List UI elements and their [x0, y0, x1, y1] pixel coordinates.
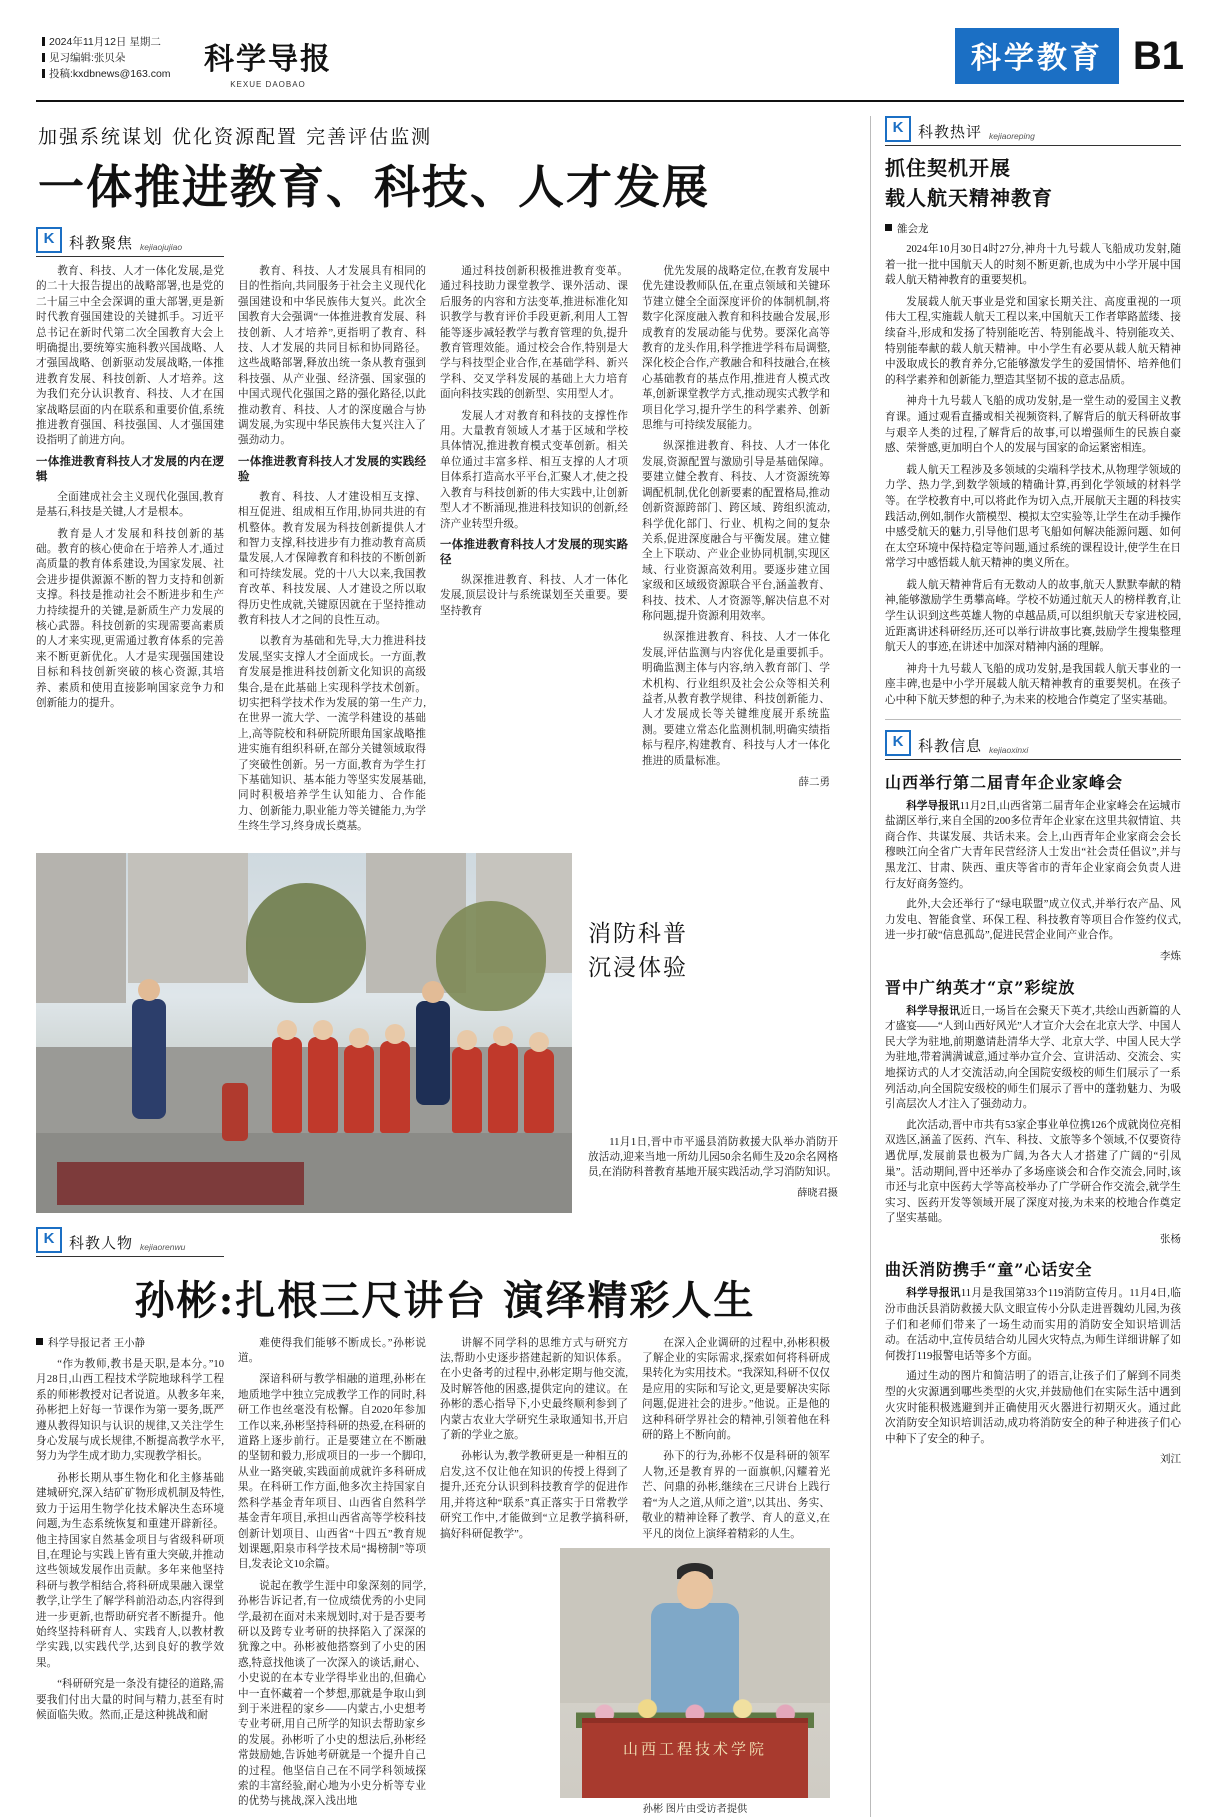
news-sign: 李炼: [1160, 950, 1181, 962]
paragraph-text: 近日,一场旨在会聚天下英才,共绘山西新篇的人才盛宴——“人到山西好风光”人才宣介大会在北京大学、中国人民大学为驻地,前期邀请赴清华大学、北京大学、中国人民大学为驻地,带着满满诚意,通过举办宣介会、宣讲活动、交流会、实地探访式的人才交流活动,向全国院安级校的师生们展示了一系列活动,向全国院安级校的师生们展示了晋中的蓬勃魅力、为吸引高层次人才注入了强劲动力。: [885, 1005, 1182, 1111]
paragraph: 优先发展的战略定位,在教育发展中优先建设教师队伍,在重点领域和关键环节建立健全全面深度评价的体制机制,将数字化深度融入教育和科技融合发展,形成教育的发展动能与优势。要深化高等教育的龙头作用,科学推进学科布局调整,深化校企合作,产教融合和科技融合,在核心基础教育的基点作用,推进育人模式改革,创新课堂教学方式,推动现实式教学和项目化学习,提升学生的科学素养、创新思维与可持续发展能力。: [642, 266, 830, 432]
paragraph: 全面建成社会主义现代化强国,教育是基石,科技是关键,人才是根本。: [36, 491, 224, 519]
paragraph-text: 11月2日,山西省第二届青年企业家峰会在运城市盐湖区举行,来自全国的200多位青年企业家在这里共叙情谊、共商合作、共谋发展、共话未来。会上,山西青年企业家商会会长穆映江向全省广大青年民营经济人士发出“社会责任倡议”,并与黑龙江、甘肃、陕西、重庆等省市的青年企业家商会负责人进行友好商务签约。: [885, 800, 1181, 890]
photo-caption-body: [588, 1135, 838, 1202]
paragraph: 通过生动的图片和简洁明了的语言,让孩子们了解到不同类型的火灾源遇到哪些类型的火灾,并鼓励他们在实际生活中遇到火灾时能积极逃避到并正确使用灭火器进行初期灭火。通过此次消防安全知识培训活动,成功将消防安全的种子种进孩子们心中种下了安全的种子。: [885, 1371, 1181, 1445]
news-sign: 张杨: [1160, 1233, 1181, 1245]
k-logo-icon: K: [885, 116, 911, 142]
photo-caption-title: [588, 917, 838, 985]
lead-col-2: [238, 264, 426, 841]
podium-text: 山西工程技术学院: [622, 1740, 767, 1759]
masthead-meta: [42, 34, 171, 82]
paragraph: 教育、科技、人才发展具有相同的目的性指向,共同服务于社会主义现代化强国建设和中华民族伟大复兴。此次全国教育大会强调“一体推进教育发展、科技创新、人才培养”,更指明了教育、科技、人才发展的共同目标和协同路径。这些战略部署,释放出统一条从教育强到科技强、从产业强、经济强、国家强的中国式现代化强国之路的强化路径,以此推动教育、科技、人才的深度融合与协调发展,为实现中华民族伟大复兴注入了强劲动力。: [238, 266, 426, 447]
person-photo: [560, 1548, 830, 1798]
column-label-xinxi: [885, 730, 1181, 760]
column-label-renwu: [36, 1227, 224, 1257]
reporter-line: [36, 1336, 224, 1351]
masthead: [36, 28, 1184, 102]
submission-email: 投稿:kxdbnews@163.com: [49, 68, 171, 80]
paragraph: “科研研究是一条没有捷径的道路,需要我们付出大量的时间与精力,甚至有时候面临失败。然而,正是这种挑战和耐: [36, 1679, 224, 1721]
paragraph: 纵深推进教育、科技、人才一体化发展,顶层设计与系统谋划至关重要。要坚持教育: [440, 574, 628, 617]
subhead: 一体推进教育科技人才发展的实践经验: [238, 455, 426, 484]
right-column: [870, 116, 1181, 1817]
hot-title: [885, 153, 1181, 213]
paragraph: 神舟十九号载人飞船的成功发射,是一堂生动的爱国主义教育课。通过观看直播或相关视频资料,了解背后的航天科研故事与艰辛人类的过程,了解背后的故事,可以增强师生的民族自豪感、荣誉感,更加明白个人的发展与国家的命运紧密相连。: [885, 396, 1181, 455]
news-title: 山西举行第二届青年企业家峰会: [885, 772, 1124, 792]
hot-author-line: [885, 221, 1181, 236]
paragraph: 教育是人才发展和科技创新的基础。教育的核心使命在于培养人才,通过高质量的教育体系建设,为国家发展、社会进步提供源源不断的智力支持和创新支撑。科技是推动社会不断进步和生产力持续提升的关键,是新质生产力发展的核心武器。科技创新的实现需要高素质的人才来实现,更需通过教育体系的完善来不断更新优化。人才是实现强国建设目标和科技创新突破的核心资源,其培养、素质和使用直接影响国家竞争力和创新能力的提升。: [36, 528, 224, 709]
building: [36, 853, 126, 1003]
caption-text: 11月1日,晋中市平遥县消防救援大队举办消防开放活动,迎来当地一所幼儿园50余名师生及20余名网格员,在消防科普教育基地开展实践活动,学习消防知识。: [588, 1136, 838, 1179]
firefighter: [132, 999, 166, 1119]
news-lead: 科学导报讯: [906, 800, 960, 812]
square-marker: [36, 1338, 43, 1345]
column-label-cn: 科教热评: [918, 125, 983, 141]
column-label-jujiao: [36, 227, 224, 257]
lead-shoulder: 加强系统谋划 优化资源配置 完善评估监测: [38, 126, 433, 148]
child: [452, 1047, 482, 1133]
paragraph: [885, 1286, 1181, 1364]
subhead: 一体推进教育科技人才发展的内在逻辑: [36, 455, 224, 484]
person-column-label-wrap: [36, 1227, 224, 1257]
person-article-columns: [36, 1336, 854, 1817]
paragraph: 以教育为基础和先导,大力推进科技发展,坚实支撑人才全面成长。一方面,教育发展是推进科技创新文化知识的高级集合,是在此基础上实现科学技术创新。切实把科学技术作为发展的第一生产力,在世界一流大学、一流学科建设的基础上,高等院校和科研院所眼角国家战略推进实施有组织科研,在部分关键领域取得了突破性创新。另一方面,教育为学生打下基础知识、基本能力等坚实发展基础,同时积极培养学生认知能力、合作能力、创新能力,职业能力等关键能力,为学生终生学习,终身成长奠基。: [238, 636, 426, 833]
masthead-right: [955, 28, 1184, 84]
paragraph: 深谙科研与教学相融的道理,孙彬在地质地学中独立完成教学工作的同时,科研工作也丝毫没有松懈。自2020年参加工作以来,孙彬坚持科研的热爱,在科研的道路上逐步前行。正是要建立在不断融的坚韧和毅力,形成项目的一步一个脚印,从业一路突破,实践面前成就许多科研成果。在科研工作方面,他多次主持国家自然科学基金青年项目、山西省自然科学基金青年项目,承担山西省高等学校科技创新计划项目、山西省“十四五”教育规划课题,阳泉市科学技术局“揭榜制”等项目,发表论文10余篇。: [238, 1374, 426, 1571]
paragraph: 在深入企业调研的过程中,孙彬积极了解企业的实际需求,探索如何将科研成果转化为实用技术。“我深知,科研不仅仅是应用的实际和写论文,更是要解决实际问题,促进社会的进步。”他说。正是他的这种科研学界社会的精神,引领着他在科研的路上不断向前。: [642, 1337, 830, 1442]
k-logo-icon: K: [885, 730, 911, 756]
caption-title-line2: 沉浸体验: [588, 954, 688, 981]
paragraph: 孙彬认为,教学教研更是一种相互的启发,这不仅让他在知识的传授上得到了提升,还充分认识到科技教育学的促进作用,并将这种“联系”真正落实于日常教学研究工作中,才能做到“立足教学搞科研,搞好科研促教学”。: [440, 1451, 628, 1540]
paragraph: 纵深推进教育、科技、人才一体化发展,评估监测与内容优化是重要抓手。明确监测主体与内容,纳入教育部门、学术机构、行业组织及社会公众等相关利益者,从教育教学规律、科技创新能力、人才发展成长等关键维度展开系统监测。要建立常态化监测机制,明确实绩指标与程序,构建教育、科技与人才一体化推进的质量标准。: [642, 632, 830, 767]
lead-col-1: [36, 264, 224, 841]
paragraph: 载人航天工程涉及多领域的尖端科学技术,从物理学领域的力学、热力学,到数学领域的精确计算,再到化学领域的材料学等。在学校教育中,可以将此作为切入点,开展航天主题的科技实践活动,例如,制作火箭模型、模拟太空实验等,让学生在动手操作中感受航天的魅力,引导他们思考飞船如何解决能源问题、如何在太空环境中保持稳定等问题,通过系统的课程设计,使学生在日常学习中感悟载人航天精神的奥义所在。: [885, 464, 1181, 570]
column-label-reping: [885, 116, 1181, 146]
news-lead: 科学导报讯: [906, 1288, 961, 1300]
person-col-2: [238, 1336, 426, 1817]
paragraph: “作为教师,教书是天职,是本分。”10月28日,山西工程技术学院地球科学工程系的师彬教授对记者说道。从教多年来,孙彬把上好每一节课作为第一要务,既严遵从教得知识与认识的规律,又关注学生身心发展与成长规律,不断提高教学水平,努力为学生成才助力,实现教学相长。: [36, 1359, 224, 1463]
news-body: [885, 799, 1181, 965]
caption-title-line1: 消防科普: [588, 920, 688, 947]
person-photo-caption: 孙彬 图片由受访者提供: [642, 1803, 748, 1815]
column-label-pinyin: kejiaoxinxi: [989, 744, 1029, 755]
paragraph: 发展人才对教育和科技的支撑性作用。大量教育领域人才基于区域和学校具体情况,推进教育模式变革创新。相关单位通过丰富多样、相互支撑的人才项目体系打造高水平平台,汇聚人才,使之投入教育与科技创新的伟大实践中,让创新型人才不断涌现,推进科技知识的创新,经济产业转型升级。: [440, 410, 628, 530]
section-badge: 科学教育: [955, 28, 1119, 84]
column-label-cn: 科教聚焦: [69, 236, 134, 252]
k-logo-icon: K: [36, 227, 62, 253]
bar-marker: [42, 69, 45, 78]
paragraph: 讲解不同学科的思维方式与研究方法,帮助小史逐步搭建起新的知识体系。在小史备考的过程中,孙彬定期与他交流,及时解答他的困惑,提供定向的建议。在孙彬的悉心指导下,小史最终顺利参到了内蒙古农业大学研究生录取通知书,开启了新的学业之旅。: [440, 1337, 628, 1442]
news-body: [885, 1286, 1181, 1468]
paragraph: 难使得我们能够不断成长。”孙彬说道。: [238, 1337, 426, 1365]
fire-extinguisher: [222, 1083, 248, 1141]
news-item: [885, 1257, 1181, 1468]
teacher: [416, 1001, 450, 1105]
news-title: 曲沃消防携手“童”心话安全: [885, 1260, 1093, 1280]
issue-date: 2024年11月12日 星期二: [49, 36, 161, 48]
news-body: [885, 1004, 1181, 1248]
child: [272, 1037, 302, 1133]
page-number: B1: [1132, 33, 1184, 78]
column-label-pinyin: kejiaojujiao: [140, 242, 183, 252]
paragraph: 说起在教学生涯中印象深刻的同学,孙彬告诉记者,有一位成绩优秀的小史同学,最初在面对未来规划时,对于是否要考研以及跨专业考研的抉择陷入了深深的犹豫之中。孙彬被他搭察到了小史的困惑,特意找他谈了一次深入的谈话,耐心、小史说的在本专业学得毕业出的,但确心中一直怀藏着一个梦想,那就是争取山到到于米进程的家乡——内蒙古,小史想考专业考研,用自己所学的知识去帮助家乡的发展。孙彬听了小史的想法后,孙彬经常鼓励她,告诉她考研就是一个提升自己的过程。他坚信自己在不同学科领域探索的丰富经验,耐心地为小史分析等专业的优势与挑战,深入浅出地: [238, 1580, 426, 1808]
page-body: [36, 116, 1184, 1817]
paragraph: 神舟十九号载人飞船的成功发射,是我国载人航天事业的一座丰碑,也是中小学开展载人航天精神教育的重要契机。在孩子心中种下航天梦想的种子,为未来的校地合作奠定了坚实基础。: [885, 663, 1181, 707]
hot-body: [885, 242, 1181, 709]
tree: [436, 901, 546, 1011]
lead-headline: 一体推进教育、科技、人才发展: [38, 160, 710, 214]
child: [524, 1049, 554, 1133]
paragraph: 载人航天精神背后有无数动人的故事,航天人默默奉献的精神,能够激励学生勇攀高峰。学校不妨通过航天人的榜样教育,让学生认识到这些英雄人物的卓越品质,可以组织航天专家进校园,近距离讲述科研经历,还可以举行讲故事比赛,鼓励学生搜集整理航天人的事迹,在讲述中加深对精神内涵的理解。: [885, 579, 1181, 654]
bar-marker: [42, 53, 45, 62]
paragraph: 发展载人航天事业是党和国家长期关注、高度重视的一项伟大工程,实施载人航天工程以来,中国航天工作者筚路蓝缕、接续奋斗,形成和发扬了特别能吃苦、特别能战斗、特别能攻关、特别能奉献的载人航天精神。中小学生有必要从载人航天精神中汲取成长的教育养分,它能够激发学生的爱国情怀、培养他们的科学素养和创新能力,塑造其坚韧不拔的意志品质。: [885, 296, 1181, 386]
news-item: [885, 975, 1181, 1248]
podium: [582, 1718, 809, 1798]
divider: [885, 719, 1181, 720]
column-label-pinyin: kejiaoreping: [989, 131, 1035, 141]
news-title: 晋中广纳英才“京”彩绽放: [885, 977, 1076, 997]
paragraph: 纵深推进教育、科技、人才一体化发展,资源配置与激励引导是基础保障。要建立健全教育、科技、人才资源统筹调配机制,优化创新要素的配置格局,推动创新资源跨部门、跨区域、跨组织流动,科学优化部门、行业、机构之间的复杂关系,促进深度融合与平衡发展。建立健全上下联动、产业企业协同机制,实现区域、行业资源高效利用。要逐步建立国家级和区域级资源联合平台,涵盖教育、科技、技术、人才资源等,解决信息不对称问题,提升资源利用效率。: [642, 441, 830, 622]
paragraph: 教育、科技、人才建设相互支撑、相互促进、组成相互作用,协同共进的有机整体。教育发展为科技创新提供人才和智力支撑,科技进步有力推动教育高质量发展,人才保障教育和科技的不断创新和可持续发展。党的十八大以来,我国教育改革、科技发展、人才建设之所以取得历史性成就,关键原因就在于坚持推动教育科技人才之间的良性互动。: [238, 491, 426, 626]
lead-col-4: [642, 264, 830, 841]
person-headline: 孙彬:扎根三尺讲台 演绎精彩人生: [134, 1276, 756, 1324]
paragraph: 通过科技创新积极推进教育变革。通过科技助力课堂教学、课外活动、课后服务的内容和方法变革,推进标准化知识教学与教育评价手段更新,利用人工智能等逐步减轻教学与教育管理的负,提升教育管理效能。通过校会合作,特别是大学与科技型企业合作,在基础学科、新兴学科、交叉学科发展的基础上大力培育面向科技实践的创新型、实用型人才。: [440, 266, 628, 401]
paper-pinyin: KEXUE DAOBAO: [230, 80, 306, 89]
child: [344, 1045, 374, 1133]
child: [488, 1043, 518, 1133]
person-col-1: [36, 1336, 224, 1817]
child: [308, 1037, 338, 1133]
column-label-pinyin: kejiaorenwu: [140, 1241, 186, 1252]
news-item: [885, 770, 1181, 965]
news-lead: 科学导报讯: [906, 1005, 961, 1017]
news-sign: 刘江: [1160, 1454, 1181, 1466]
paragraph: 此次活动,晋中市共有53家企事业单位携126个成就岗位亮相双选区,涵盖了医药、汽车、科技、文旅等多个领域,不仅要资待遇优厚,发展前景也极为广阔,为各大人才搭建了广阔的“引凤巢”。活动期间,晋中还举办了多场座谈会和合作交流会,同时,该市还与北京中医药大学等高校举办了广学研合作交流会,就学生实习、医药开发等领域开展了深度对接,为未来的校地合作奠定了坚实基础。: [885, 1119, 1181, 1225]
photo-credit: 薛晓君摄: [797, 1187, 838, 1199]
red-mat: [57, 1162, 304, 1205]
lead-byline: 薛二勇: [798, 777, 830, 788]
paragraph: [885, 1004, 1181, 1113]
paragraph: 孙彬长期从事生物化和化主修基础建城研究,深入结矿矿物形成机制及特性,致力于运用生物学化技术解决生态环境问题,为生态系统恢复和重建开辟新径。他主持国家自然基金项目与省级科研项目,在理论与实践上皆有重大突破,并推动这些领域发展作出贡献。多年来他坚持科研与教学相结合,将科研成果融入课堂教学,让学生了解学科前沿动态,内容得到进一步更新,也帮助研究者不断提升。他始终坚持科研育人、实践育人,以教材教学实践,以实践代学,达到良好的教学效果。: [36, 1472, 224, 1669]
editor-line: 见习编辑:张贝朵: [49, 52, 126, 64]
child: [380, 1041, 410, 1133]
photo-block: [36, 853, 854, 1213]
column-label-cn: 科教人物: [69, 1235, 134, 1252]
reporter-name: 科学导报记者 王小静: [48, 1337, 146, 1349]
column-label-cn: 科教信息: [918, 738, 983, 755]
paper-logo: [204, 34, 332, 89]
photo-caption-side: [588, 853, 838, 1213]
lead-article-columns: [36, 264, 854, 841]
paper-name: 科学导报: [204, 42, 332, 77]
hot-title-line2: 载人航天精神教育: [885, 186, 1053, 210]
paragraph: 教育、科技、人才一体化发展,是党的二十大报告提出的战略部署,也是党的二十届三中全会深调的重大部署,更是新时代教育强国建设的关键抓手。习近平总书记在新时代第二次全国教育大会上明确提出,要统筹实施科教兴国战略、人才强国战略、创新驱动发展战略,一体推进教育发展、科技创新、人才培养。这为我们充分认识教育、科技、人才在国家战略层面的内在联系和重要价值,系统推进教育强国、科技强国、人才强国建设指明了前进方向。: [36, 266, 224, 447]
person-col-4: [622, 1336, 830, 1817]
tree: [246, 883, 366, 1003]
hot-author: 雒会龙: [897, 224, 929, 235]
fire-safety-photo: [36, 853, 572, 1213]
hot-title-line1: 抓住契机开展: [885, 156, 1011, 180]
lead-column-label-wrap: [36, 227, 224, 257]
subhead: 一体推进教育科技人才发展的现实路径: [440, 538, 628, 567]
paragraph: 2024年10月30日4时27分,神舟十九号载人飞船成功发射,随着一批一批中国航天人的时刻不断更新,也成为中小学开展中国载人航天精神教育的重要契机。: [885, 244, 1181, 287]
paragraph: [885, 799, 1181, 893]
paragraph: 此外,大会还举行了“绿电联盟”成立仪式,并举行农产品、风力发电、智能食堂、环保工程、科技教育等项目合作签约仪式,进一步打破“信息孤岛”,促进民营企业间产业合作。: [885, 899, 1181, 942]
building: [128, 853, 248, 983]
bar-marker: [42, 37, 45, 46]
paragraph-text: 11月是我国第33个119消防宣传月。11月4日,临汾市曲沃县消防救援大队文眼宣传小分队走进晋魏幼儿园,为孩子们和老师们带来了一场生动而实用的消防安全知识培训活动。在活动中,宣传员结合幼儿园火灾特点,为师生详细讲解了如何拨打119报警电话等多个方面。: [885, 1288, 1182, 1362]
paragraph: 孙下的行为,孙彬不仅是科研的领军人物,还是教育界的一面旗帜,闪耀着光芒、问鼎的孙彬,继续在三尺讲台上践行着“为人之道,从师之道”,以其出、务实、敬业的精神诠释了教学、育人的意义,在平凡的岗位上演绎着精彩的人生。: [642, 1451, 830, 1540]
square-marker: [885, 224, 892, 231]
lead-col-3: [440, 264, 628, 841]
left-column: [36, 116, 854, 1817]
k-logo-icon: K: [36, 1227, 62, 1253]
